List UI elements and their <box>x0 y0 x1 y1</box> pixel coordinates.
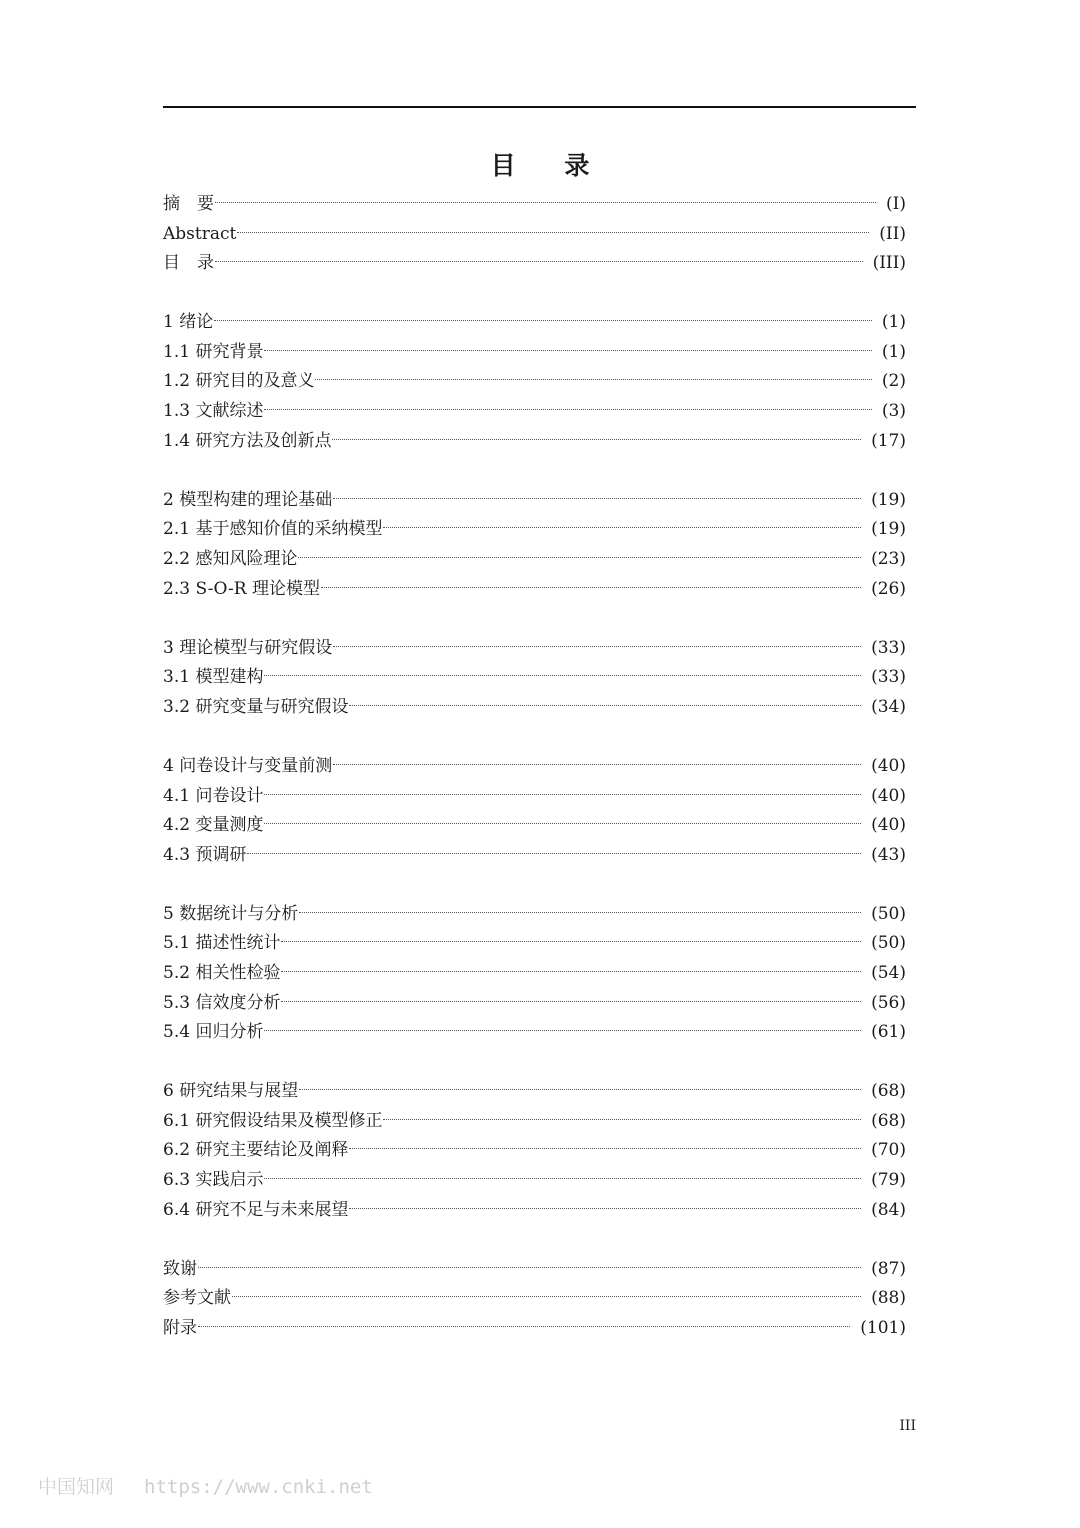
toc-dot-leader <box>281 941 861 942</box>
toc-dot-leader <box>281 1001 861 1002</box>
toc-entry-page: (87) <box>871 1258 906 1279</box>
toc-dot-leader <box>281 971 861 972</box>
toc-entry-page: (34) <box>871 696 906 717</box>
toc-entry[interactable] <box>163 1107 906 1137</box>
toc-entry-label: 6 研究结果与展望 <box>163 1081 299 1102</box>
toc-dot-leader <box>383 1119 861 1120</box>
toc-entry-page: (50) <box>871 903 906 924</box>
toc-dot-leader <box>383 527 861 528</box>
toc-entry-page: (70) <box>871 1140 906 1161</box>
toc-entry[interactable] <box>163 929 906 959</box>
toc-group <box>163 1255 906 1344</box>
toc-entry-label: 5 数据统计与分析 <box>163 903 299 924</box>
toc-entry[interactable] <box>163 634 906 664</box>
toc-entry-page: (40) <box>871 785 906 806</box>
toc-entry-label: 致谢 <box>163 1258 197 1279</box>
toc-entry-page: (101) <box>860 1317 906 1338</box>
toc-entry[interactable] <box>163 1077 906 1107</box>
toc-group <box>163 308 906 456</box>
toc-entry-page: (3) <box>881 401 906 422</box>
toc-entry-page: (84) <box>871 1199 906 1220</box>
toc-entry-label: 1 绪论 <box>163 312 214 333</box>
toc-dot-leader <box>264 350 871 351</box>
toc-entry[interactable] <box>163 693 906 723</box>
watermark-url: https://www.cnki.net <box>144 1476 373 1498</box>
toc-entry-page: (40) <box>871 815 906 836</box>
toc-dot-leader <box>299 1089 861 1090</box>
toc-entry[interactable] <box>163 190 906 220</box>
toc-entry-label: 5.4 回归分析 <box>163 1022 264 1043</box>
toc-entry-label: 4.2 变量测度 <box>163 815 264 836</box>
page-number: III <box>899 1418 916 1434</box>
toc-dot-leader <box>264 794 861 795</box>
toc-entry-label: 目 录 <box>163 253 214 274</box>
toc-dot-leader <box>298 557 861 558</box>
toc-dot-leader <box>333 764 861 765</box>
toc-entry-page: (19) <box>871 489 906 510</box>
toc-entry[interactable] <box>163 752 906 782</box>
toc-dot-leader <box>264 823 861 824</box>
toc-entry-page: (23) <box>871 548 906 569</box>
toc-entry-label: 3.2 研究变量与研究假设 <box>163 696 349 717</box>
toc-entry-label: 1.1 研究背景 <box>163 341 264 362</box>
toc-entry[interactable] <box>163 1255 906 1285</box>
toc-dot-leader <box>264 1178 861 1179</box>
toc-entry-page: (40) <box>871 755 906 776</box>
toc-entry-page: (56) <box>871 992 906 1013</box>
toc-entry-page: (2) <box>881 371 906 392</box>
header-rule <box>163 106 916 108</box>
toc-entry-label: 附录 <box>163 1317 197 1338</box>
toc-entry[interactable] <box>163 1018 906 1048</box>
toc-entry[interactable] <box>163 1166 906 1196</box>
toc-entry-page: (III) <box>872 253 906 274</box>
toc-entry[interactable] <box>163 1284 906 1314</box>
toc-entry-page: (I) <box>886 194 906 214</box>
toc-entry[interactable] <box>163 900 906 930</box>
table-of-contents <box>163 190 906 1373</box>
toc-entry[interactable] <box>163 397 906 427</box>
toc-group <box>163 190 906 279</box>
toc-entry-page: (II) <box>879 223 906 244</box>
toc-entry[interactable] <box>163 1136 906 1166</box>
toc-group <box>163 1077 906 1225</box>
toc-entry-page: (79) <box>871 1170 906 1191</box>
toc-entry-page: (61) <box>871 1022 906 1043</box>
toc-entry[interactable] <box>163 338 906 368</box>
toc-entry-page: (17) <box>871 430 906 451</box>
toc-entry[interactable] <box>163 249 906 279</box>
toc-entry-label: 1.3 文献综述 <box>163 401 264 422</box>
toc-entry-label: Abstract <box>163 223 237 244</box>
toc-entry-page: (26) <box>871 578 906 599</box>
toc-entry[interactable] <box>163 989 906 1019</box>
toc-entry[interactable] <box>163 486 906 516</box>
toc-dot-leader <box>214 320 872 321</box>
toc-entry[interactable] <box>163 367 906 397</box>
toc-entry-page: (88) <box>871 1288 906 1309</box>
toc-entry-label: 2 模型构建的理论基础 <box>163 489 333 510</box>
toc-entry[interactable] <box>163 959 906 989</box>
toc-dot-leader <box>215 261 863 262</box>
toc-group <box>163 486 906 604</box>
toc-entry-label: 5.3 信效度分析 <box>163 992 281 1013</box>
toc-dot-leader <box>349 1208 861 1209</box>
toc-entry-page: (50) <box>871 933 906 954</box>
toc-entry-label: 6.4 研究不足与未来展望 <box>163 1199 349 1220</box>
toc-entry[interactable] <box>163 1196 906 1226</box>
toc-entry-page: (68) <box>871 1081 906 1102</box>
toc-entry[interactable] <box>163 663 906 693</box>
toc-entry-page: (43) <box>871 844 906 865</box>
toc-dot-leader <box>321 587 861 588</box>
watermark <box>38 1472 373 1499</box>
toc-entry-label: 1.2 研究目的及意义 <box>163 371 315 392</box>
toc-dot-leader <box>349 705 861 706</box>
toc-entry-label: 2.3 S-O-R 理论模型 <box>163 578 320 599</box>
toc-entry[interactable] <box>163 515 906 545</box>
toc-entry-label: 4.1 问卷设计 <box>163 785 264 806</box>
toc-entry-label: 摘 要 <box>163 194 214 214</box>
toc-entry-label: 4 问卷设计与变量前测 <box>163 755 333 776</box>
toc-entry-page: (68) <box>871 1110 906 1131</box>
toc-entry-label: 1.4 研究方法及创新点 <box>163 430 332 451</box>
page-title: 目 录 <box>490 151 610 180</box>
toc-dot-leader <box>237 232 869 233</box>
toc-dot-leader <box>264 675 861 676</box>
toc-entry-page: (33) <box>871 667 906 688</box>
toc-entry-label: 6.1 研究假设结果及模型修正 <box>163 1110 383 1131</box>
toc-dot-leader <box>264 409 871 410</box>
toc-entry[interactable] <box>163 1314 906 1344</box>
toc-dot-leader <box>315 379 871 380</box>
toc-entry-label: 2.1 基于感知价值的采纳模型 <box>163 519 383 540</box>
toc-entry-label: 5.1 描述性统计 <box>163 933 281 954</box>
toc-dot-leader <box>247 853 861 854</box>
toc-entry-label: 参考文献 <box>163 1288 231 1309</box>
toc-dot-leader <box>198 1326 850 1327</box>
toc-entry[interactable] <box>163 220 906 250</box>
toc-entry[interactable] <box>163 841 906 871</box>
toc-dot-leader <box>232 1296 861 1297</box>
toc-dot-leader <box>333 646 861 647</box>
toc-dot-leader <box>264 1030 861 1031</box>
toc-group <box>163 634 906 723</box>
toc-entry-label: 4.3 预调研 <box>163 844 247 865</box>
toc-entry-label: 2.2 感知风险理论 <box>163 548 298 569</box>
toc-entry[interactable] <box>163 545 906 575</box>
toc-entry-label: 6.3 实践启示 <box>163 1170 264 1191</box>
toc-entry-page: (33) <box>871 637 906 658</box>
toc-group <box>163 900 906 1048</box>
toc-entry[interactable] <box>163 782 906 812</box>
toc-entry-page: (19) <box>871 519 906 540</box>
toc-entry-label: 5.2 相关性检验 <box>163 962 281 983</box>
toc-entry-label: 3.1 模型建构 <box>163 667 264 688</box>
watermark-brand: 中国知网 <box>38 1476 115 1498</box>
toc-dot-leader <box>198 1267 861 1268</box>
toc-dot-leader <box>349 1148 861 1149</box>
toc-group <box>163 752 906 870</box>
toc-dot-leader <box>299 912 861 913</box>
toc-entry[interactable] <box>163 575 906 605</box>
toc-entry-page: (1) <box>881 341 906 362</box>
toc-entry[interactable] <box>163 811 906 841</box>
toc-entry[interactable] <box>163 427 906 457</box>
toc-dot-leader <box>215 202 876 203</box>
toc-entry-label: 6.2 研究主要结论及阐释 <box>163 1140 349 1161</box>
toc-entry-page: (54) <box>871 962 906 983</box>
toc-entry-page: (1) <box>881 312 906 333</box>
toc-dot-leader <box>332 439 861 440</box>
toc-entry-label: 3 理论模型与研究假设 <box>163 637 333 658</box>
toc-dot-leader <box>333 498 861 499</box>
toc-entry[interactable] <box>163 308 906 338</box>
